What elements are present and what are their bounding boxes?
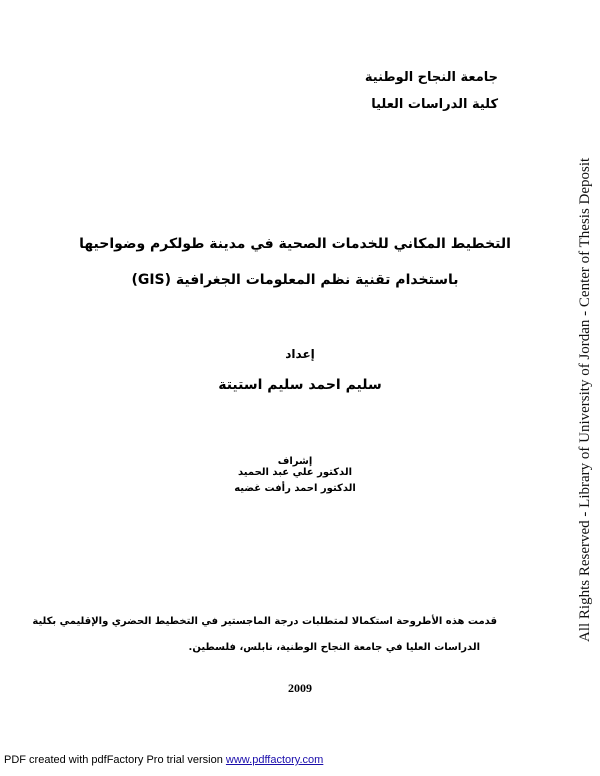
pdf-footer-text: PDF created with pdfFactory Pro trial version: [4, 754, 226, 766]
side-watermark-text: All Rights Reserved - Library of University of Jordan - Center of Thesis Deposit: [577, 157, 593, 642]
pdf-footer: [4, 754, 323, 766]
pdffactory-link[interactable]: www.pdffactory.com: [225, 754, 324, 766]
thesis-title-line1: التخطيط المكاني للخدمات الصحية في مدينة طولكرم وضواحيها: [79, 236, 511, 252]
thesis-title-line2: باستخدام تقنية نظم المعلومات الجغرافية (GIS): [131, 272, 459, 288]
faculty-name: كلية الدراسات العليا: [371, 97, 498, 112]
year: 2009: [288, 681, 312, 695]
submission-statement-line1: قدمت هذه الأطروحة استكمالا لمتطلبات درجة الماجستير في التخطيط الحضري والإقليمي بكلية: [32, 616, 497, 627]
author-name: سليم احمد سليم استيتة: [218, 377, 382, 393]
university-name: جامعة النجاح الوطنية: [364, 70, 498, 85]
supervisor-1: الدكتور علي عبد الحميد: [238, 467, 352, 478]
supervisor-2: الدكتور احمد رأفت غضيه: [234, 483, 356, 494]
submission-statement-line2: الدراسات العليا في جامعة النجاح الوطنية، نابلس، فلسطين.: [188, 642, 480, 653]
prepared-by-label: إعداد: [285, 347, 315, 361]
supervision-label: إشراف: [277, 456, 313, 467]
side-watermark: [577, 130, 597, 642]
